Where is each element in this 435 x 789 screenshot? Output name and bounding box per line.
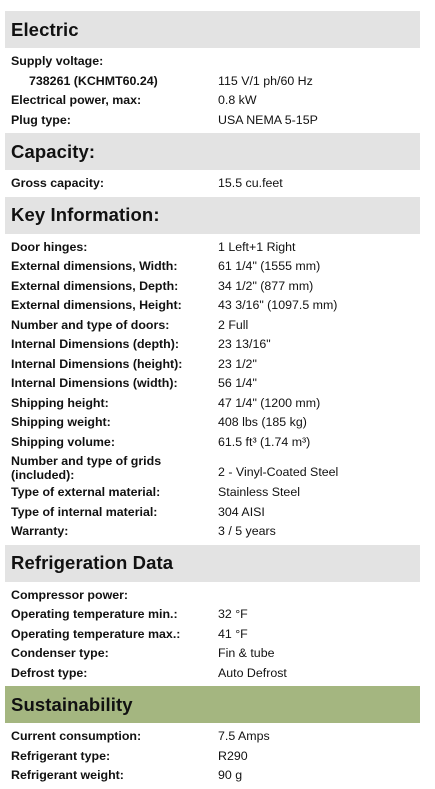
spec-row — [5, 111, 420, 131]
spec-label: Type of external material: — [11, 485, 161, 499]
spec-row — [5, 586, 420, 606]
spec-value: 408 lbs (185 kg) — [218, 415, 307, 429]
spec-row — [5, 296, 420, 316]
spec-label: Compressor power: — [11, 587, 129, 602]
spec-row — [5, 52, 420, 72]
spec-row — [5, 413, 420, 433]
spec-value: 7.5 Amps — [218, 729, 270, 743]
spec-label: Supply voltage: — [11, 54, 104, 68]
spec-value: R290 — [218, 748, 248, 763]
spec-label: Current consumption: — [11, 729, 142, 743]
section-rows — [5, 234, 420, 545]
spec-row — [5, 174, 420, 194]
spec-label: Shipping volume: — [11, 434, 115, 449]
spec-value: 115 V/1 ph/60 Hz — [218, 73, 313, 88]
section-rows — [5, 170, 420, 197]
spec-row — [5, 238, 420, 258]
spec-section — [5, 686, 420, 789]
spec-value: 32 °F — [218, 607, 248, 621]
spec-label: External dimensions, Height: — [11, 298, 182, 312]
spec-section — [5, 133, 420, 197]
spec-value: 2 Full — [218, 317, 249, 332]
section-heading: Sustainability — [5, 686, 420, 723]
spec-row — [5, 644, 420, 664]
spec-label: External dimensions, Width: — [11, 259, 178, 273]
spec-label: 738261 (KCHMT60.24) — [29, 73, 158, 88]
spec-value: 61 1/4" (1555 mm) — [218, 259, 321, 273]
spec-row — [5, 605, 420, 625]
spec-section — [5, 11, 420, 133]
spec-value — [218, 52, 420, 72]
spec-value: Auto Defrost — [218, 665, 287, 680]
spec-row — [5, 766, 420, 786]
spec-value: Fin & tube — [218, 646, 275, 660]
spec-row — [5, 91, 420, 111]
spec-label: Number and type of grids (included): — [11, 454, 162, 482]
section-heading: Electric — [5, 11, 420, 48]
section-rows — [5, 723, 420, 789]
spec-label: External dimensions, Depth: — [11, 278, 179, 293]
spec-value: 2 - Vinyl-Coated Steel — [218, 465, 339, 479]
spec-row — [5, 522, 420, 542]
spec-value: 15.5 cu.feet — [218, 176, 283, 190]
spec-row — [5, 394, 420, 414]
spec-label: Shipping weight: — [11, 415, 111, 429]
spec-value: 56 1/4" — [218, 376, 257, 390]
spec-row — [5, 664, 420, 684]
section-heading: Refrigeration Data — [5, 545, 420, 582]
spec-label: Number and type of doors: — [11, 317, 170, 332]
spec-row — [5, 374, 420, 394]
spec-row — [5, 503, 420, 523]
spec-value: USA NEMA 5-15P — [218, 112, 318, 127]
spec-row — [5, 452, 420, 483]
spec-value: 47 1/4" (1200 mm) — [218, 395, 321, 410]
section-heading: Key Information: — [5, 197, 420, 234]
spec-label: Condenser type: — [11, 646, 109, 660]
spec-row — [5, 727, 420, 747]
spec-section — [5, 545, 420, 687]
section-rows — [5, 48, 420, 133]
spec-label: Warranty: — [11, 524, 69, 538]
spec-label: Door hinges: — [11, 239, 88, 254]
section-heading: Capacity: — [5, 133, 420, 170]
spec-label: Internal Dimensions (width): — [11, 376, 178, 390]
spec-label: Defrost type: — [11, 665, 88, 680]
spec-row — [5, 316, 420, 336]
spec-row — [5, 257, 420, 277]
spec-label: Shipping height: — [11, 395, 109, 410]
spec-value: 304 AISI — [218, 504, 265, 519]
spec-value: 1 Left+1 Right — [218, 239, 296, 254]
spec-row — [5, 625, 420, 645]
spec-label: Refrigerant weight: — [11, 768, 124, 782]
spec-value: 23 1/2" — [218, 356, 257, 371]
spec-value: 0.8 kW — [218, 93, 257, 107]
spec-value: 3 / 5 years — [218, 524, 276, 538]
spec-row — [5, 72, 420, 92]
spec-value — [218, 586, 420, 606]
spec-value: Stainless Steel — [218, 485, 300, 499]
spec-label: Internal Dimensions (height): — [11, 356, 183, 371]
spec-row — [5, 433, 420, 453]
spec-value: 61.5 ft³ (1.74 m³) — [218, 434, 311, 449]
spec-row — [5, 335, 420, 355]
spec-label: Plug type: — [11, 112, 71, 127]
spec-row — [5, 355, 420, 375]
spec-label: Refrigerant type: — [11, 748, 111, 763]
spec-section — [5, 197, 420, 545]
spec-label: Type of internal material: — [11, 504, 158, 519]
spec-row — [5, 483, 420, 503]
spec-value: 43 3/16" (1097.5 mm) — [218, 298, 338, 312]
spec-value: 90 g — [218, 768, 243, 782]
spec-value: 34 1/2" (877 mm) — [218, 278, 314, 293]
spec-label: Operating temperature max.: — [11, 626, 181, 641]
spec-row — [5, 277, 420, 297]
spec-label: Operating temperature min.: — [11, 607, 178, 621]
spec-value: 23 13/16" — [218, 337, 271, 351]
spec-label: Electrical power, max: — [11, 93, 142, 107]
spec-label: Internal Dimensions (depth): — [11, 337, 179, 351]
section-rows — [5, 582, 420, 687]
spec-sheet — [5, 11, 420, 789]
spec-row — [5, 747, 420, 767]
spec-label: Gross capacity: — [11, 176, 104, 190]
spec-value: 41 °F — [218, 626, 248, 641]
